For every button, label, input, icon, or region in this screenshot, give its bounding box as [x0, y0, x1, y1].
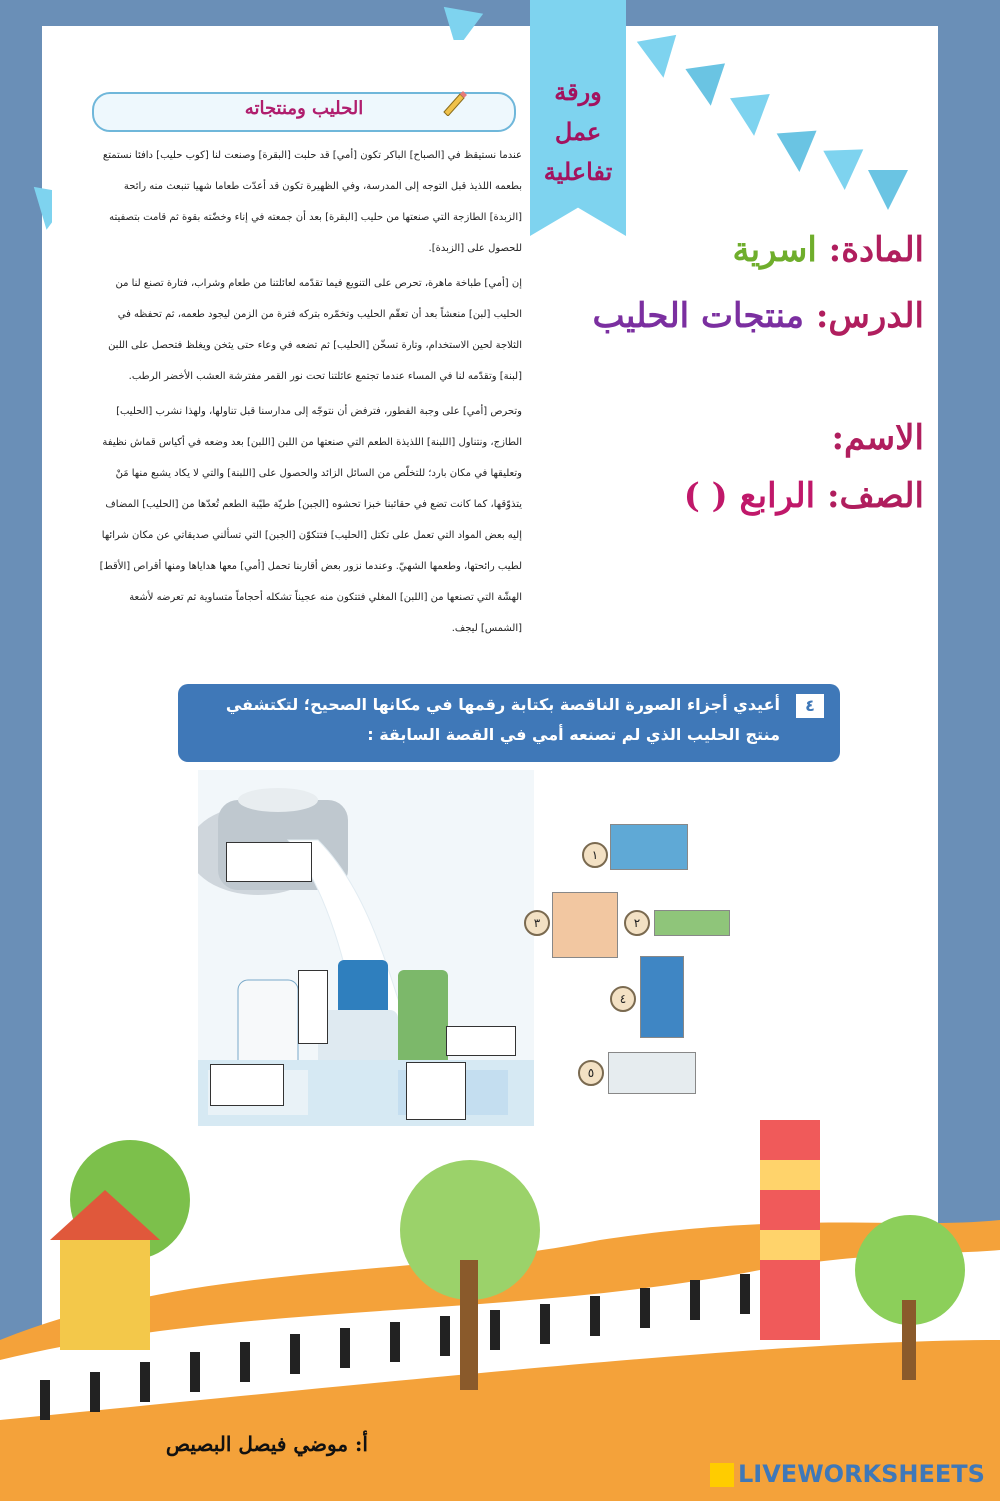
story-paragraph: إن [أمي] طباخة ماهرة، تحرص على التنويع فيما تقدّمه لعائلتنا من طعام وشراب، فتارة تصنع لنا من الحليب [لبن] منعشاً بعد أن تعقّم الحليب وتخمّره بتركه فترة من الزمن ليجود طعمه، ثم تحفظه في الثلاجة لحين الاستخدام، وتارة تسخّن [الحليب] ثم تضعه في وعاء حتى يثخن ويغلظ فتحصل على اللبن [لبنة] وتقدّمه لنا في المساء عندما تجتمع عائلتنا تحت نور القمر مفترشة العشب الأخضر الرطب. [108, 278, 522, 382]
subject-label: المادة: [828, 230, 924, 270]
piece-image [610, 824, 688, 870]
brand-text: LIVEWORKSHEETS [738, 1460, 985, 1488]
blank-slot[interactable] [298, 970, 328, 1044]
story-paragraph: وتحرص [أمي] على وجبة الفطور، فترفض أن نتوجّه إلى مدارسنا قبل تناولها، ولهذا نشرب [الحليب] الطازج، ونتناول [اللبنة] اللذيذة الطعم التي صنعتها من اللبن [اللبن] بعد وضعه في أكياس قماش نظيفة وتعليقها في مكان بارد؛ للتخلّص من السائل الزائد والحصول على [اللبنة] والتي لا يكاد يشبع منها مَنْ يتذوّقها، كما كانت تضع في حقائبنا خبزا تحشوه [الجبن] طريّة طيّبة الطعم تُعدّها من [الحليب] المضاف إليه بعض المواد التي تعمل على تكتل [الحليب] فتتكوّن [الجبن] التي تسألني صديقاتي عن مكان شرائها لطيب رائحتها، وطعمها الشهيّ. وعندما نزور بعض أقاربنا تحمل [أمي] معها هداياها ومنها أقراص [الأقط] الهشّة التي تصنعها من [اللبن] المغلي فتتكون منه عجيناً تشكله أحجاماً متساوية ثم تعرضه لأشعة [الشمس] ليجف. [99, 406, 522, 634]
piece-number: ٢ [624, 910, 650, 936]
piece-image [654, 910, 730, 936]
question-text: أعيدي أجزاء الصورة الناقصة بكتابة رقمها في مكانها الصحيح؛ لتكتشفي منتج الحليب الذي لم تصنعه أمي في القصة السابقة : [225, 695, 780, 744]
story-panel [52, 40, 522, 660]
subject-row [732, 230, 924, 270]
piece-image [552, 892, 618, 958]
question-box [178, 684, 840, 762]
grade-label: الصف: [826, 476, 924, 516]
name-label: الاسم: [831, 418, 924, 458]
teacher-credit: أ: موضي فيصل البصيص [165, 1432, 368, 1456]
piece-number: ٥ [578, 1060, 604, 1086]
name-row[interactable] [831, 418, 924, 458]
story-title: الحليب ومنتجاته [244, 98, 364, 119]
piece-image [640, 956, 684, 1038]
banner-text [530, 72, 626, 192]
piece-number: ١ [582, 842, 608, 868]
liveworksheets-brand[interactable] [710, 1460, 990, 1490]
subject-value: اسرية [732, 230, 817, 270]
banner-line: عمل [554, 117, 602, 146]
lesson-value: منتجات الحليب [592, 296, 805, 336]
piece-number: ٤ [610, 986, 636, 1012]
lesson-row [592, 296, 924, 336]
piece-number: ٣ [524, 910, 550, 936]
blank-slot[interactable] [226, 842, 312, 882]
grade-row [684, 476, 924, 516]
liveworksheets-logo-icon [710, 1463, 734, 1487]
question-number: ٤ [796, 694, 824, 718]
story-title-frame [92, 92, 516, 132]
story-paragraph: عندما نستيقظ في [الصباح] الباكر تكون [أمي] قد حلبت [البقرة] وصنعت لنا [كوب حليب] دافئا نستمتع بطعمه اللذيذ قبل التوجه إلى المدرسة، وفي الظهيرة تكون قد أعدّت طعاما شهيا تنبعث منه رائحة [الزبدة] الطازجة التي صنعتها من حليب [البقرة] بعد أن جمعته في إناء وخضّته بقوة ثم قامت بتصفيته للحصول على [الزبدة]. [102, 150, 522, 254]
banner-line: تفاعلية [543, 157, 613, 186]
lesson-label: الدرس: [815, 296, 924, 336]
story-text [92, 140, 522, 648]
grade-value: الرابع ( ) [683, 476, 816, 516]
banner-line: ورقة [554, 77, 602, 106]
pencil-icon [440, 88, 468, 116]
